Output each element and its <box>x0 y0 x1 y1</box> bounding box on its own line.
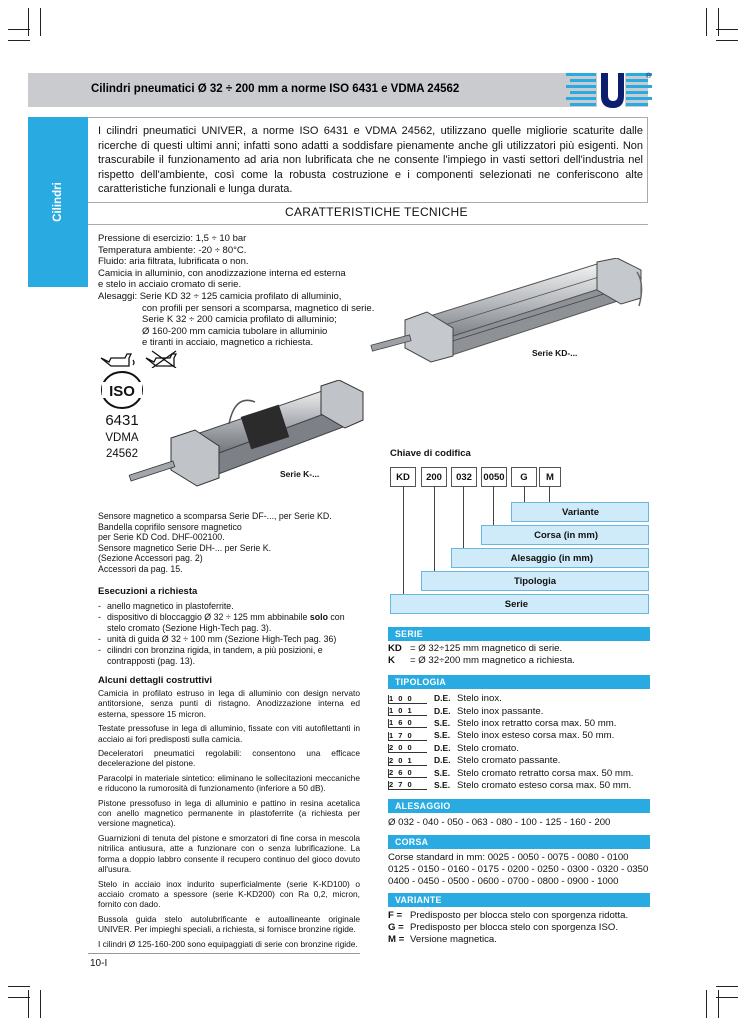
svg-text:®: ® <box>646 73 652 80</box>
cylinder-kd-image <box>365 258 645 363</box>
spec-line: Pressione di esercizio: 1,5 ÷ 10 bar <box>98 233 247 244</box>
list-item: K = Ø 32÷200 mm magnetico a richiesta. <box>388 654 575 666</box>
list-item: F = Predisposto per blocca stelo con sporgenza ridotta. <box>388 910 629 921</box>
code-connector <box>434 487 435 571</box>
univer-logo <box>566 69 656 111</box>
caption-k: Serie K-... <box>280 469 320 479</box>
crop-mark <box>718 8 719 36</box>
list-item: - unità di guida Ø 32 ÷ 100 mm (Sezione High-Tech pag. 36) <box>98 634 337 644</box>
code-connector <box>549 487 550 502</box>
oil-can-icon <box>99 350 139 368</box>
cylinder-k-image <box>125 380 365 495</box>
tipologia-header: TIPOLOGIA <box>388 675 650 689</box>
crop-mark <box>716 986 738 987</box>
vdma-number: 24562 <box>106 448 138 460</box>
ladder-alesaggio: Alesaggio (in mm) <box>451 548 649 568</box>
list-item: 2 7 0 S.E. Stelo cromato esteso corsa max. 50 mm. <box>389 780 632 792</box>
executions-list <box>98 601 360 667</box>
detail-paragraph: Paracolpi in materiale sintetico: eliminano le sollecitazioni meccaniche e riducono la rumorosità di funzionamento (inferiore a 50 dB). <box>98 772 360 794</box>
executions-title: Esecuzioni a richiesta <box>98 586 198 597</box>
list-item: KD = Ø 32÷125 mm magnetico di serie. <box>388 643 563 654</box>
alesaggio-values: Ø 032 - 040 - 050 - 063 - 080 - 100 - 125 - 160 - 200 <box>388 817 611 828</box>
list-item: - dispositivo di bloccaggio Ø 32 ÷ 125 mm abbinabile solo con stelo cromato (Sezione High-Tech pag. 3). <box>98 612 345 633</box>
serie-header: SERIE <box>388 627 650 641</box>
crop-mark <box>8 40 30 41</box>
spec-line: Camicia in alluminio, con anodizzazione interna ed esterna <box>98 267 346 279</box>
list-item: 2 0 1 D.E. Stelo cromato passante. <box>389 755 561 767</box>
note-line: Sensore magnetico Serie DH-... per Serie K. <box>98 542 272 553</box>
detail-paragraph: Guarnizioni di tenuta del pistone e smorzatori di fine corsa in mescola nitrilica antiusura, atte a funzionare con o senza lubrificazione. La forma a doppio labbro consente il recupero continuo del gioco dovuto all'usura. <box>98 832 360 875</box>
ladder-tipologia: Tipologia <box>421 571 649 591</box>
detail-paragraph: Testate pressofuse in lega di alluminio, fissate con viti autofilettanti in acciaio ai fori predisposti sulla camicia. <box>98 723 360 744</box>
crop-mark <box>706 990 707 1018</box>
list-item: 1 0 1 D.E. Stelo inox passante. <box>389 705 544 717</box>
detail-paragraph: Camicia in profilato estruso in lega di alluminio con design nervato antitorsione, senza punti di ristagno. Anodizzazione interna ed esterna, spessore 15 micron. <box>98 688 360 719</box>
vdma-label: VDMA <box>105 432 139 444</box>
variante-list <box>388 910 650 945</box>
detail-paragraph: Stelo in acciaio inox indurito superficialmente (serie K-KD100) o acciaio cromato a spessore (serie K-KD200) con Ra 0,2, micron, fornito con dado. <box>98 878 360 910</box>
page-title: Cilindri pneumatici Ø 32 ÷ 200 mm a norme ISO 6431 e VDMA 24562 <box>91 83 460 95</box>
list-item: 2 0 0 D.E. Stelo cromato. <box>389 742 519 754</box>
note-line: Accessori da pag. 15. <box>98 563 183 574</box>
crop-mark <box>718 990 719 1018</box>
section-tab-label: Cilindri <box>52 182 64 222</box>
list-item: G = Predisposto per blocca stelo con sporgenza ISO. <box>388 921 618 933</box>
tech-specs <box>98 233 374 349</box>
crop-mark <box>28 990 29 1018</box>
list-item: 2 6 0 S.E. Stelo cromato retratto corsa max. 50 mm. <box>389 767 634 779</box>
note-line: per Serie KD Cod. DHF-002100. <box>98 532 225 543</box>
code-box-corsa: 0050 <box>481 467 507 487</box>
list-item: 1 6 0 S.E. Stelo inox retratto corsa max. 50 mm. <box>389 718 617 730</box>
code-box-g: G <box>511 467 537 487</box>
spec-line: con profili per sensori a scomparsa, magnetico di serie. <box>142 302 375 314</box>
corsa-values: Corse standard in mm: 0025 - 0050 - 0075 - 0080 - 0100 0125 - 0150 - 0160 - 0175 - 0200 - 0250 - 0300 - 0320 - 0350 0400 - 0450 - 0500 - 0600 - 0700 - 0800 - 0900 - 1000 <box>388 852 649 887</box>
page-number: 10-I <box>90 958 108 969</box>
accessory-notes <box>98 511 332 575</box>
detail-paragraph: Pistone pressofuso in lega di alluminio e pattino in resina acetalica con anello magnetico permanente in plastoferrite (a richiesta per versione magnetica). <box>98 797 360 829</box>
crop-mark <box>716 29 738 30</box>
spec-line: Alesaggi: Serie KD 32 ÷ 125 camicia profilato di alluminio, <box>98 290 342 302</box>
alesaggio-header: ALESAGGIO <box>388 799 650 813</box>
note-line: (Sezione Accessori pag. 2) <box>98 553 203 564</box>
footer-divider <box>88 953 360 954</box>
list-item: - cilindri con bronzina rigida, in tandem, a più posizioni, e contrapposti (pag. 13). <box>98 645 323 666</box>
tech-title: CARATTERISTICHE TECNICHE <box>285 205 468 219</box>
code-connector <box>463 487 464 548</box>
detail-paragraph: Deceleratori pneumatici regolabili: consentono una efficace decelerazione del pistone. <box>98 748 360 769</box>
code-key-title: Chiave di codifica <box>390 448 471 459</box>
code-box-tipologia: 200 <box>421 467 447 487</box>
list-item: - anello magnetico in plastoferrite. <box>98 601 234 611</box>
code-box-alesaggio: 032 <box>451 467 477 487</box>
crop-mark <box>716 40 738 41</box>
intro-text: I cilindri pneumatici UNIVER, a norme ISO 6431 e VDMA 24562, utilizzano quelle migliorie scaturite dalle ricerche di questi ultimi anni; infatti sono adatti a soddisfare pienamente anche gli utilizzatori più esigenti. Non trascurabile il funzionamento ad aria non lubrificata che ne consente l'impiego in vasti settori dell'industria nel rispetto dell'ambiente, così come la robusta costruzione e i componenti selezionati ne conferiscono alte caratteristiche funzionali e lunga durata. <box>98 125 643 195</box>
ladder-serie: Serie <box>390 594 649 614</box>
crop-mark <box>40 8 41 36</box>
ladder-corsa: Corsa (in mm) <box>481 525 649 545</box>
list-item: M = Versione magnetica. <box>388 933 497 945</box>
detail-paragraph: I cilindri Ø 125-160-200 sono equipaggiati di serie con bronzine rigide. <box>98 938 358 949</box>
spec-line: Temperatura ambiente: -20 ÷ 80°C. <box>98 244 247 256</box>
code-connector <box>524 487 525 502</box>
details-text <box>98 688 360 953</box>
code-box-serie: KD <box>390 467 416 487</box>
svg-text:ISO: ISO <box>109 383 135 400</box>
iso-number: 6431 <box>105 412 139 429</box>
spec-line: Serie K 32 ÷ 200 camicia profilato di alluminio; <box>142 314 337 326</box>
tipologia-list <box>388 693 650 792</box>
corsa-header: CORSA <box>388 835 650 849</box>
code-connector <box>493 487 494 525</box>
spec-line: e stelo in acciaio cromato di serie. <box>98 279 242 291</box>
details-title: Alcuni dettagli costruttivi <box>98 675 213 686</box>
list-item: 1 0 0 D.E. Stelo inox. <box>389 693 502 705</box>
crop-mark <box>8 986 30 987</box>
crop-mark <box>706 8 707 36</box>
ladder-variante: Variante <box>511 502 649 522</box>
code-connector <box>403 487 404 594</box>
code-box-m: M <box>539 467 561 487</box>
detail-paragraph: Bussola guida stelo autolubrificante e autoallineante originale UNIVER. Per impieghi speciali, a richiesta, si fornisce bronzine rigide. <box>98 913 360 935</box>
serie-list <box>388 643 650 667</box>
crop-mark <box>28 8 29 36</box>
variante-header: VARIANTE <box>388 893 650 907</box>
spec-line: Ø 160-200 mm camicia tubolare in alluminio <box>142 325 328 337</box>
crop-mark <box>716 997 738 998</box>
no-oil-icon <box>144 350 184 368</box>
spec-line: Fluido: aria filtrata, lubrificata o non. <box>98 256 249 268</box>
list-item: 1 7 0 S.E. Stelo inox esteso corsa max. 50 mm. <box>389 730 615 742</box>
note-line: Sensore magnetico a scomparsa Serie DF-..., per Serie KD. <box>98 511 332 521</box>
crop-mark <box>40 990 41 1018</box>
crop-mark <box>8 997 30 998</box>
note-line: Bandella coprifilo sensore magnetico <box>98 521 242 532</box>
spec-line: e tiranti in acciaio, magnetico a richiesta. <box>142 337 314 349</box>
crop-mark <box>8 29 30 30</box>
caption-kd: Serie KD-... <box>532 348 578 358</box>
